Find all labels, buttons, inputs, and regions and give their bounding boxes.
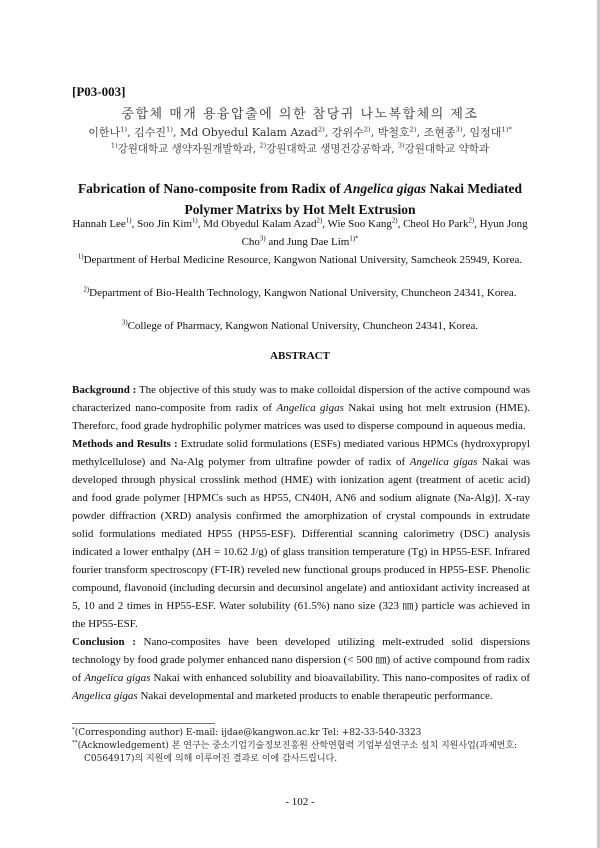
korean-author: 이한나	[88, 126, 121, 139]
korean-author: 임정대	[469, 126, 502, 139]
affiliation-3: $^{3)}$College of Pharmacy, Kangwon National University, Chuncheon 24341, Korea.	[121, 319, 479, 332]
korean-affiliations: $^{1)}$강원대학교 생약자원개발학과, $^{2)}$강원대학교 생명건강공학과, $^{3)}$강원대학교 약학과	[110, 141, 490, 155]
background-paragraph: Background : The objective of this study was to make colloidal dispersion of the active compound was characterized nano-composite from radix of Angelica gigas Nakai using hot melt extrusion (HME). Thereforc, food grade hydrophilic polymer matrices was used to disperse compound in aqueous media.	[72, 384, 530, 432]
section-label: Methods and Results :	[72, 438, 178, 450]
poster-code: [P03-003]	[72, 84, 126, 99]
species-name: Angelica gigas	[84, 672, 151, 684]
author-affil-mark: 1)*	[501, 125, 512, 134]
author-affil-mark: 1)	[120, 125, 128, 134]
author-affil-mark: 1)	[125, 217, 132, 225]
conclusion-paragraph: Conclusion : Nano-composites have been developed utilizing melt-extruded solid dispersions technology by food grade polymer enhanced nano dispersion (< 500 ㎚) of active compound from radix of Angelica gigas Nakai with enhanced solubility and bioavailability. This nano-composites of radix of Angelica gigas Nakai developmental and marketed products to enable therapeutic performance.	[72, 636, 530, 702]
footnotes	[72, 727, 534, 766]
author-affil-mark: 3)	[455, 125, 463, 134]
affiliation-1: $^{1)}$Department of Herbal Medicine Resource, Kangwon National University, Samcheok 25949, Korea.	[77, 253, 523, 266]
author-affil-mark: 1)*	[349, 235, 359, 243]
author-affil-mark: 2)	[316, 217, 323, 225]
korean-author: 박철호	[377, 126, 410, 139]
page-number: - 102 -	[285, 796, 315, 808]
korean-affiliation: 강원대학교 생약자원개발학과	[117, 143, 253, 155]
corresponding-author-note: *(Corresponding author) E-mail: ijdae@kangwon.ac.kr Tel: +82-33-540-3323	[72, 727, 422, 738]
species-name: Angelica gigas	[276, 402, 344, 414]
author-affil-mark: 2)	[409, 125, 417, 134]
footnote-divider	[72, 723, 215, 724]
english-author: Wie Soo Kang	[327, 218, 392, 230]
korean-author: 조현종	[423, 126, 456, 139]
abstract-heading: ABSTRACT	[270, 350, 330, 362]
section-label: Background :	[72, 384, 137, 396]
korean-title: 중합체 매개 용융압출에 의한 참당귀 나노복합체의 제조	[121, 107, 479, 122]
author-affil-mark: 2)	[391, 217, 398, 225]
acknowledgement-note: **(Acknowledgement) 본 연구는 중소기업기술정보진흥원 산학연협력 기업부설연구소 설치 지원사업(과제번호: C0564917)의 지원에 의해 이루어진 결과로 이에 감사드립니다.	[72, 740, 518, 764]
english-author: Cheol Ho Park	[403, 218, 469, 230]
english-author: Hyun Jong Cho	[241, 218, 528, 248]
author-affil-mark: 1)	[165, 125, 173, 134]
author-affil-mark: 2)	[363, 125, 371, 134]
author-affil-mark: 1)	[192, 217, 198, 225]
abstract-body	[72, 381, 530, 705]
korean-author: 강위수	[331, 126, 364, 139]
english-author: Jung Dae Lim	[287, 236, 350, 248]
english-author: Soo Jin Kim	[137, 218, 193, 230]
english-title: Fabrication of Nano-composite from Radix of Angelica gigas Nakai Mediated Polymer Matrixs by Hot Melt Extrusion	[77, 181, 523, 217]
korean-author: Md Obyedul Kalam Azad	[179, 126, 318, 139]
author-affil-mark: 3)	[259, 235, 266, 243]
korean-author: 김수진	[134, 126, 166, 139]
korean-author-list: 이한나$^{1)}$, 김수진$^{1)}$, Md Obyedul Kalam Azad$^{2)}$, 강위수$^{2)}$, 박철호$^{2)}$, 조현종$^{3)}$, 임정대$^{1)*}$	[88, 125, 512, 139]
english-author-list: Hannah Lee$^{1)}$, Soo Jin Kim$^{1)}$, Md Obyedul Kalam Azad$^{2)}$, Wie Soo Kang$^{2)}$, Cheol Ho Park$^{2)}$, Hyun Jong Cho$^{3)}$ and Jung Dae Lim$^{1)*}$	[72, 217, 528, 248]
species-name: Angelica gigas	[409, 456, 478, 468]
korean-affiliation: 강원대학교 약학과	[404, 143, 490, 155]
korean-affiliation: 강원대학교 생명건강공학과	[266, 143, 392, 155]
author-affil-mark: 2)	[317, 125, 325, 134]
species-name: Angelica gigas	[72, 690, 138, 702]
affiliation-2: $^{2)}$Department of Bio-Health Technology, Kangwon National University, Chuncheon 24341, Korea.	[83, 286, 517, 299]
species-name: Angelica gigas	[343, 181, 427, 196]
english-author: Md Obyedul Kalam Azad	[203, 218, 317, 230]
author-affil-mark: 2)	[468, 217, 475, 225]
english-author: Hannah Lee	[72, 218, 126, 230]
methods-paragraph: Methods and Results : Extrudate solid formulations (ESFs) mediated various HPMCs (hydroxypropyl methylcellulose) and Na-Alg polymer from ultrafine powder of radix of Angelica gigas Nakai was developed through physical crosslink method (HME) with ionization agent (treatment of acetic acid) and food grade polymer [HPMCs such as HP55, CN40H, AN6 and sodium alignate (Na-Alg)]. X-ray powder diffraction (XRD) analysis confirmed the amorphization of crystal compounds in extrudate solid formulations mediated HP55 (HP55-ESF). Differential scanning calorimetry (DSC) analysis indicated a lower enthalpy (ΔH = 10.62 J/g) of glass transition temperature (Tg) in HP55-ESF. Infrared fourier transform spectroscopy (FT-IR) reveled new functional groups produced in HP55-ESF. Phenolic compound, flavonoid (including decursin and decursinol angelate) and antioxidant activity increased at 5, 10 and 2 times in HP55-ESF. Water solubility (61.5%) nano size (323 ㎚) particle was achieved in the HP55-ESF.	[72, 438, 531, 630]
section-label: Conclusion :	[72, 636, 136, 648]
